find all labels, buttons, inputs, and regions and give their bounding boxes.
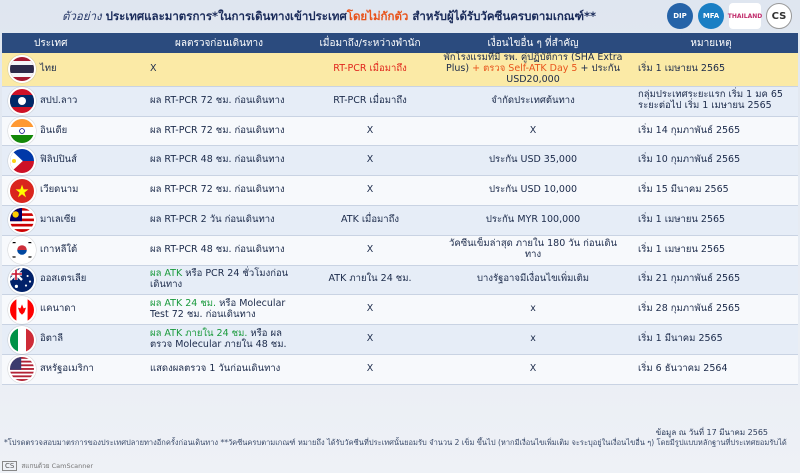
immigration-logo: DIP: [667, 3, 693, 29]
malaysia-flag-icon: [8, 206, 36, 234]
condition-atk: + ตรวจ Self-ATK Day 5: [469, 62, 578, 74]
philippines-flag-icon: [8, 147, 36, 175]
start-note: เริ่ม 10 กุมภาพันธ์ 2565: [624, 146, 798, 176]
italy-flag-icon: [8, 326, 36, 354]
other-conditions: ประกัน MYR 100,000: [442, 205, 624, 235]
condition-hotel: พักโรงแรมที่มี รพ. คู่ปฏิบัติการ (SHA Extra Plus): [443, 52, 623, 74]
pre-travel-test: X: [140, 53, 298, 86]
pre-travel-test: ผล RT-PCR 72 ชม. ก่อนเดินทาง: [140, 116, 298, 146]
start-note: เริ่ม 1 มีนาคม 2565: [624, 325, 798, 355]
data-date: ข้อมูล ณ วันที่ 17 มีนาคม 2565: [655, 428, 768, 437]
table-row: [2, 354, 798, 384]
other-conditions: x: [442, 295, 624, 325]
pre-travel-test: แสดงผลตรวจ 1 วันก่อนเดินทาง: [140, 354, 298, 384]
arrival-measure: X: [298, 354, 442, 384]
thailand-logo: THAILAND: [729, 3, 761, 29]
table-row: [2, 146, 798, 176]
table-row: [2, 325, 798, 355]
vietnam-flag-icon: [8, 177, 36, 205]
pre-travel-test: ผล RT-PCR 72 ชม. ก่อนเดินทาง: [140, 86, 298, 116]
pre-test-rest: หรือ Molecular Test 72 ชม. ก่อนเดินทาง: [150, 297, 286, 320]
table-row: [2, 176, 798, 206]
pre-travel-test: ผล RT-PCR 72 ชม. ก่อนเดินทาง: [140, 176, 298, 206]
country-name: อิตาลี: [40, 325, 140, 355]
other-conditions: [442, 53, 624, 86]
country-name: สหรัฐอเมริกา: [40, 354, 140, 384]
country-name: มาเลเซีย: [40, 205, 140, 235]
page-title: [62, 8, 672, 30]
arrival-measure: RT-PCR เมื่อมาถึง: [298, 53, 442, 86]
col-header-note: หมายเหตุ: [624, 33, 798, 53]
camscanner-icon: CS: [2, 461, 17, 471]
country-name: เกาหลีใต้: [40, 235, 140, 265]
usa-flag-icon: [8, 355, 36, 383]
table-row: [2, 53, 798, 86]
other-conditions: จำกัดประเทศต้นทาง: [442, 86, 624, 116]
arrival-measure: X: [298, 116, 442, 146]
footnote: *โปรดตรวจสอบมาตรการของประเทศปลายทางอีกครั้งก่อนเดินทาง **วัคซีนครบตามเกณฑ์ หมายถึง ได้รับวัคซีนที่ประเทศนั้นยอมรับ จำนวน 2 เข็ม ขึ้นไป (หากมีเงื่อนไขเพิ่มเติม จะระบุอยู่ในเงื่อนไขอื่น ๆ) โดยมีรูปแบบหลักฐานที่ประเทศยอมรับได้: [4, 438, 787, 447]
country-name: ฟิลิปปินส์: [40, 146, 140, 176]
table-row: [2, 235, 798, 265]
country-name: เวียดนาม: [40, 176, 140, 206]
south-korea-flag-icon: [8, 236, 36, 264]
other-conditions: วัคซีนเข็มล่าสุด ภายใน 180 วัน ก่อนเดินทาง: [442, 235, 624, 265]
pre-travel-test: ผล RT-PCR 48 ชม. ก่อนเดินทาง: [140, 146, 298, 176]
start-note: เริ่ม 21 กุมภาพันธ์ 2565: [624, 265, 798, 295]
ministry-logo: MFA: [698, 3, 724, 29]
logo-group: [667, 3, 792, 29]
other-conditions: ประกัน USD 35,000: [442, 146, 624, 176]
other-conditions: x: [442, 325, 624, 355]
start-note: เริ่ม 28 กุมภาพันธ์ 2565: [624, 295, 798, 325]
table-row: [2, 295, 798, 325]
arrival-measure: X: [298, 325, 442, 355]
pre-travel-test: ผล RT-PCR 2 วัน ก่อนเดินทาง: [140, 205, 298, 235]
country-name: ออสเตรเลีย: [40, 265, 140, 295]
col-header-country: ประเทศ: [2, 33, 140, 53]
arrival-measure: X: [298, 176, 442, 206]
india-flag-icon: [8, 117, 36, 145]
start-note: เริ่ม 14 กุมภาพันธ์ 2565: [624, 116, 798, 146]
scanner-credit: [2, 461, 93, 471]
start-note: เริ่ม 1 เมษายน 2565: [624, 205, 798, 235]
credit-text: สแกนด้วย CamScanner: [21, 462, 94, 470]
canada-flag-icon: [8, 296, 36, 324]
laos-flag-icon: [8, 87, 36, 115]
arrival-measure: X: [298, 235, 442, 265]
start-note: เริ่ม 1 เมษายน 2565: [624, 235, 798, 265]
cs-logo: CS: [766, 3, 792, 29]
table-row: [2, 116, 798, 146]
title-part2: สำหรับผู้ได้รับวัคซีนครบตามเกณฑ์**: [412, 9, 597, 23]
title-part1: ประเทศและมาตรการ*ในการเดินทางเข้าประเทศ: [105, 9, 347, 23]
other-conditions: บางรัฐอาจมีเงื่อนไขเพิ่มเติม: [442, 265, 624, 295]
pre-test-rest: หรือ PCR 24 ชั่วโมงก่อนเดินทาง: [150, 268, 289, 290]
pre-travel-test: [140, 265, 298, 295]
travel-measures-table: [2, 33, 798, 385]
arrival-measure: ATK เมื่อมาถึง: [298, 205, 442, 235]
start-note: เริ่ม 1 เมษายน 2565: [624, 53, 798, 86]
pre-test-atk: ผล ATK: [150, 268, 183, 280]
table-header-row: [2, 33, 798, 53]
table-row: [2, 265, 798, 295]
arrival-measure: RT-PCR เมื่อมาถึง: [298, 86, 442, 116]
pre-travel-test: [140, 295, 298, 325]
arrival-measure: ATK ภายใน 24 ชม.: [298, 265, 442, 295]
australia-flag-icon: [8, 266, 36, 294]
pre-test-atk: ผล ATK 24 ชม.: [150, 297, 217, 309]
col-header-arrival: เมื่อมาถึง/ระหว่างพำนัก: [298, 33, 442, 53]
country-name: สปป.ลาว: [40, 86, 140, 116]
country-name: อินเดีย: [40, 116, 140, 146]
col-header-conditions: เงื่อนไขอื่น ๆ ที่สำคัญ: [442, 33, 624, 53]
pre-test-atk: ผล ATK ภายใน 24 ชม.: [150, 327, 248, 339]
title-lead: ตัวอย่าง: [62, 9, 102, 23]
country-name: ไทย: [40, 53, 140, 86]
table-row: [2, 86, 798, 116]
pre-travel-test: [140, 325, 298, 355]
table-row: [2, 205, 798, 235]
pre-test-rest: หรือ ผลตรวจ Molecular ภายใน 48 ชม.: [150, 327, 287, 350]
start-note: เริ่ม 15 มีนาคม 2565: [624, 176, 798, 206]
start-note: เริ่ม 6 ธันวาคม 2564: [624, 354, 798, 384]
start-note: กลุ่มประเทศระยะแรก เริ่ม 1 มค 65 ระยะต่อไป เริ่ม 1 เมษายน 2565: [624, 86, 798, 116]
other-conditions: X: [442, 116, 624, 146]
arrival-measure: X: [298, 146, 442, 176]
condition-insurance: + ประกัน USD20,000: [506, 62, 620, 85]
country-name: แคนาดา: [40, 295, 140, 325]
pre-travel-test: ผล RT-PCR 48 ชม. ก่อนเดินทาง: [140, 235, 298, 265]
title-highlight: โดยไม่กักตัว: [346, 9, 409, 23]
other-conditions: ประกัน USD 10,000: [442, 176, 624, 206]
thailand-flag-icon: [8, 55, 36, 83]
other-conditions: X: [442, 354, 624, 384]
arrival-measure: X: [298, 295, 442, 325]
col-header-pre: ผลตรวจก่อนเดินทาง: [140, 33, 298, 53]
